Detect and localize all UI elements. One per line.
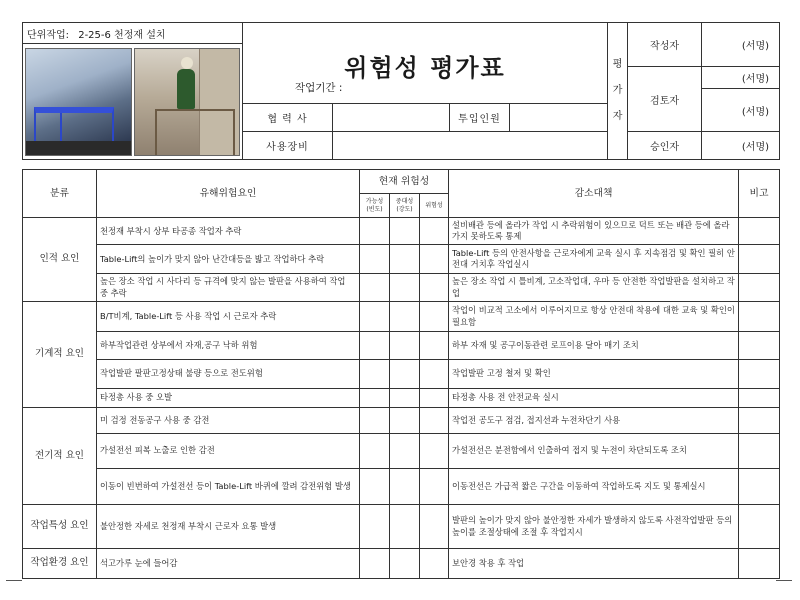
measure-cell: Table-Lift 등의 안전사항을 근로자에게 교육 실시 후 지속점검 및 확인 필히 안전대 거치후 작업실시: [449, 245, 739, 273]
remarks-cell[interactable]: [739, 388, 780, 407]
likelihood-cell[interactable]: [360, 408, 390, 433]
risk-cell[interactable]: [420, 302, 449, 331]
hazard-cell: 타정총 사용 중 오발: [97, 388, 360, 407]
risk-cell[interactable]: [420, 245, 449, 273]
site-photos: [23, 44, 243, 160]
remarks-cell[interactable]: [739, 504, 780, 549]
header-severity: 중대성 (강도): [390, 194, 420, 218]
unit-task: [23, 23, 243, 44]
title-cell: [243, 23, 608, 104]
risk-cell[interactable]: [420, 360, 449, 388]
severity-cell[interactable]: [390, 331, 420, 359]
hazard-cell: 하부작업관련 상부에서 자재,공구 낙하 위험: [97, 331, 360, 359]
equipment-label: 사용장비: [243, 132, 333, 160]
reviewer-signature-2[interactable]: (서명): [702, 89, 780, 132]
likelihood-cell[interactable]: [360, 504, 390, 549]
likelihood-cell[interactable]: [360, 331, 390, 359]
table-row: [23, 433, 780, 469]
measure-cell: 작업전 공도구 점검, 접지선과 누전차단기 사용: [449, 408, 739, 433]
remarks-cell[interactable]: [739, 245, 780, 273]
remarks-cell[interactable]: [739, 302, 780, 331]
header-likelihood: 가능성 (빈도): [360, 194, 390, 218]
hazard-cell: 미 검정 전동공구 사용 중 감전: [97, 408, 360, 433]
header-category: 분류: [23, 170, 97, 218]
measure-cell: 이동전선은 가급적 짧은 구간을 이동하여 작업하도록 지도 및 통제실시: [449, 469, 739, 505]
table-row: [23, 218, 780, 245]
risk-cell[interactable]: [420, 549, 449, 579]
severity-cell[interactable]: [390, 245, 420, 273]
measure-cell: 작업발판 고정 철저 및 확인: [449, 360, 739, 388]
risk-cell[interactable]: [420, 408, 449, 433]
risk-cell[interactable]: [420, 218, 449, 245]
approver-label: 승인자: [628, 132, 702, 160]
risk-cell[interactable]: [420, 331, 449, 359]
measure-cell: 높은 장소 작업 시 틀비계, 고소작업대, 우마 등 안전한 작업발판을 설치하고 작업: [449, 273, 739, 301]
equipment-value[interactable]: [333, 132, 608, 160]
severity-cell[interactable]: [390, 388, 420, 407]
hazard-cell: 불안정한 자세로 천정재 부착시 근로자 요통 발생: [97, 504, 360, 549]
severity-cell[interactable]: [390, 218, 420, 245]
hazard-cell: 이동이 빈번하여 가설전선 등이 Table-Lift 바퀴에 깔려 감전위험 발생: [97, 469, 360, 505]
likelihood-cell[interactable]: [360, 388, 390, 407]
header-risk: 위험성: [420, 194, 449, 218]
remarks-cell[interactable]: [739, 273, 780, 301]
author-label: 작성자: [628, 23, 702, 67]
unit-task-label: 단위작업:: [27, 29, 70, 41]
hazard-cell: 작업발판 팔판고정상태 불량 등으로 전도위험: [97, 360, 360, 388]
evaluator-label: 평 가 자: [608, 23, 628, 160]
work-period-label: 작업기간 :: [295, 82, 343, 94]
hazard-cell: B/T비계, Table-Lift 등 사용 작업 시 근로자 추락: [97, 302, 360, 331]
likelihood-cell[interactable]: [360, 360, 390, 388]
header-remarks: 비고: [739, 170, 780, 218]
remarks-cell[interactable]: [739, 218, 780, 245]
category-cell: 작업특성 요인: [23, 504, 97, 549]
reviewer-label: 검토자: [628, 67, 702, 132]
author-signature[interactable]: (서명): [702, 23, 780, 67]
partner-label: 협 력 사: [243, 104, 333, 132]
page-title: 위험성 평가표: [344, 53, 506, 82]
header-table: [22, 22, 780, 160]
reviewer-signature[interactable]: (서명): [702, 67, 780, 89]
remarks-cell[interactable]: [739, 433, 780, 469]
risk-cell[interactable]: [420, 469, 449, 505]
site-photo-worker: [134, 48, 241, 156]
category-cell: 인적 요인: [23, 218, 97, 302]
unit-task-value: 2-25-6 천정재 설치: [78, 29, 166, 41]
risk-cell[interactable]: [420, 433, 449, 469]
likelihood-cell[interactable]: [360, 469, 390, 505]
measure-cell: 타정총 사용 전 안전교육 실시: [449, 388, 739, 407]
measure-cell: 하부 자재 및 공구이동관련 로프이용 달아 매기 조치: [449, 331, 739, 359]
table-row: [23, 549, 780, 579]
workers-label: 투입인원: [450, 104, 510, 132]
severity-cell[interactable]: [390, 469, 420, 505]
measure-cell: 설비배관 등에 올라가 작업 시 추락위험이 있으므로 덕트 또는 배관 등에 올라가지 못하도록 통제: [449, 218, 739, 245]
risk-cell[interactable]: [420, 504, 449, 549]
measure-cell: 발판의 높이가 맞지 않아 불안정한 자세가 발생하지 않도록 사전작업발판 등의 높이를 조절상태에 조절 후 작업지시: [449, 504, 739, 549]
likelihood-cell[interactable]: [360, 302, 390, 331]
severity-cell[interactable]: [390, 302, 420, 331]
severity-cell[interactable]: [390, 360, 420, 388]
severity-cell[interactable]: [390, 504, 420, 549]
measure-cell: 가설전선은 분전함에서 인출하여 접지 및 누전이 차단되도록 조치: [449, 433, 739, 469]
header-hazard: 유해위험요인: [97, 170, 360, 218]
table-row: [23, 504, 780, 549]
category-cell: 전기적 요인: [23, 408, 97, 505]
risk-cell[interactable]: [420, 273, 449, 301]
remarks-cell[interactable]: [739, 360, 780, 388]
likelihood-cell[interactable]: [360, 549, 390, 579]
category-cell: 기계적 요인: [23, 302, 97, 408]
hazard-cell: 높은 장소 작업 시 사다리 등 규격에 맞지 않는 발판을 사용하여 작업 중 추락: [97, 273, 360, 301]
hazard-cell: 가설전선 피복 노출로 인한 감전: [97, 433, 360, 469]
hazard-cell: Table-Lift의 높이가 맞지 않아 난간대등을 밟고 작업하다 추락: [97, 245, 360, 273]
header-measures: 감소대책: [449, 170, 739, 218]
remarks-cell[interactable]: [739, 549, 780, 579]
likelihood-cell[interactable]: [360, 218, 390, 245]
severity-cell[interactable]: [390, 408, 420, 433]
category-cell: 작업환경 요인: [23, 549, 97, 579]
workers-value[interactable]: [510, 104, 608, 132]
hazard-cell: 천정재 부착시 상부 타공종 작업자 추락: [97, 218, 360, 245]
site-photo-ceiling: [25, 48, 132, 156]
hazard-cell: 석고가루 눈에 들어감: [97, 549, 360, 579]
remarks-cell[interactable]: [739, 408, 780, 433]
likelihood-cell[interactable]: [360, 433, 390, 469]
approver-signature[interactable]: (서명): [702, 132, 780, 160]
risk-assessment-table: [22, 169, 780, 579]
table-row: [23, 245, 780, 273]
risk-cell[interactable]: [420, 388, 449, 407]
severity-cell[interactable]: [390, 273, 420, 301]
severity-cell[interactable]: [390, 549, 420, 579]
table-row: [23, 408, 780, 433]
remarks-cell[interactable]: [739, 469, 780, 505]
table-row: [23, 273, 780, 301]
crop-mark-left: [6, 580, 22, 581]
table-row: [23, 469, 780, 505]
table-row: [23, 331, 780, 359]
header-current-risk: 현재 위험성: [360, 170, 449, 194]
measure-cell: 작업이 비교적 고소에서 이루어지므로 항상 안전대 착용에 대한 교육 및 확인이 필요함: [449, 302, 739, 331]
crop-mark-right: [776, 580, 792, 581]
remarks-cell[interactable]: [739, 331, 780, 359]
measure-cell: 보안경 착용 후 작업: [449, 549, 739, 579]
table-row: [23, 302, 780, 331]
table-row: [23, 360, 780, 388]
partner-value[interactable]: [333, 104, 450, 132]
likelihood-cell[interactable]: [360, 245, 390, 273]
table-row: [23, 388, 780, 407]
severity-cell[interactable]: [390, 433, 420, 469]
likelihood-cell[interactable]: [360, 273, 390, 301]
